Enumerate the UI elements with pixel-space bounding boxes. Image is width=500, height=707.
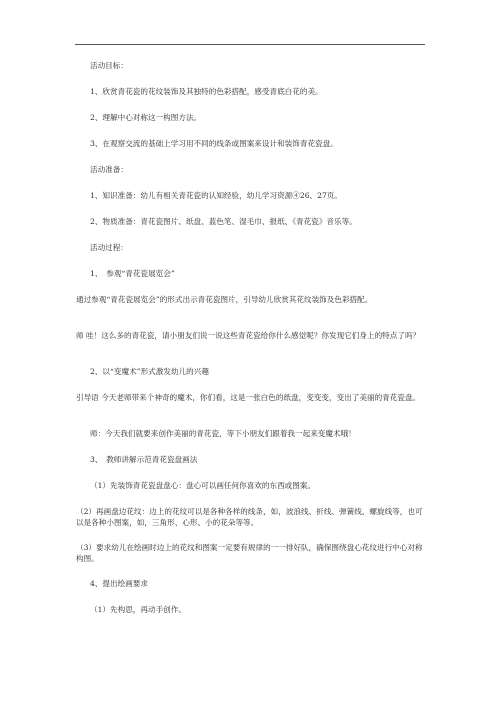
goal-1: 1、欣赏青花瓷的花纹装饰及其独特的色彩搭配，感受青底白花的美。 [90,87,323,96]
heading-preparation: 活动准备： [90,165,128,174]
step-3-item-1: （1）先装饰青花瓷盘盘心：盘心可以画任何你喜欢的东西或图案。 [90,481,316,490]
step-2-guide: 引导语 今天老师带来个神奇的魔术，你们看，这是一张白色的纸盘，变变变，变出了美丽的青花瓷盘。 [76,393,421,402]
step-4-title: 4、提出绘画要求 [90,579,148,588]
step-4-item-1: （1）先构思，再动手创作。 [90,605,186,614]
preparation-1: 1、知识准备：幼儿有相关青花瓷的认知经验，幼儿学习资源④26、27页。 [90,191,342,200]
step-2-title: 2、以“变魔术”形式激发幼儿的兴趣 [90,367,209,376]
goal-2: 2、理解中心对称这一构图方法。 [90,113,202,122]
step-3-title: 3、 教师讲解示范青花瓷盘画法 [90,455,198,464]
step-1-body: 通过参观“青花瓷展览会”的形式出示青花瓷图片，引导幼儿欣赏其花纹装饰及色彩搭配。 [76,295,373,304]
goal-3: 3、在观察交流的基础上学习用不同的线条或图案来设计和装饰青花瓷盘。 [90,139,338,148]
header-rule [75,44,425,45]
step-2-teacher: 师：今天我们就要来创作美丽的青花瓷，等下小朋友们跟着我一起来变魔术哦！ [90,429,356,438]
step-1-teacher: 师 哇！这么多的青花瓷，请小朋友们说一说这些青花瓷给你什么感觉呢？你发现它们身上的特点了吗？ [76,331,421,340]
preparation-2: 2、物质准备：青花瓷图片、纸盘、蓝色笔、湿毛巾、报纸、《青花瓷》音乐等。 [90,217,357,226]
step-1-title: 1、 参观“青花瓷展览会” [90,269,175,278]
step-3-item-3: （3）要求幼儿在绘画时边上的花纹和图案一定要有规律的一一排好队，确保围绕盘心花纹进行中心对称构图。 [76,543,423,563]
heading-goals: 活动目标： [90,61,128,70]
step-3-item-2: （2）再画盘边花纹：边上的花纹可以是各种各样的线条，如，波浪线、折线、弹簧线、螺旋线等，也可以是各种小图案，如，三角形、心形、小的花朵等等。 [76,507,423,527]
heading-process: 活动过程： [90,243,128,252]
